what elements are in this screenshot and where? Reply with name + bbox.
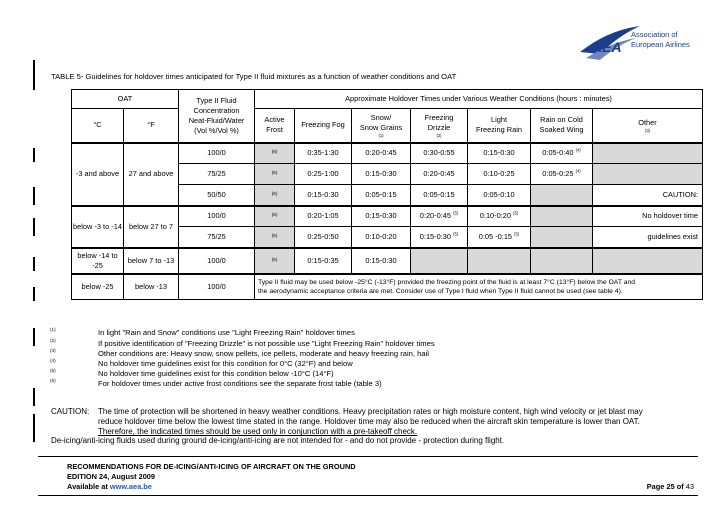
footnote-text: Other conditions are: Heavy snow, snow pellets, ice pellets, moderate and heavy freezing rain, hail bbox=[98, 349, 429, 358]
oat-fahrenheit-cell: below 7 to -13 bbox=[124, 248, 179, 274]
caution-label: CAUTION: bbox=[51, 407, 90, 416]
concentration-cell: 100/0 bbox=[179, 206, 255, 227]
footnote-text: If positive identification of "Freezing Drizzle" is not possible use "Light Freezing Rain" holdover times bbox=[98, 339, 435, 348]
footnote-text: No holdover time guidelines exist for this condition below -10°C (14°F) bbox=[98, 369, 334, 378]
frost-cell: (6) bbox=[255, 164, 295, 185]
logo-letters: AEA bbox=[592, 39, 622, 55]
approx-times-header: Approximate Holdover Times under Various Weather Conditions (hours : minutes) bbox=[255, 90, 703, 109]
other-cell bbox=[593, 248, 703, 274]
frost-cell: (6) bbox=[255, 185, 295, 206]
holdover-table bbox=[71, 89, 703, 300]
footnote-mark: (2) bbox=[50, 338, 56, 343]
footer-title: RECOMMENDATIONS FOR DE-ICING/ANTI-ICING OF AIRCRAFT ON THE GROUND bbox=[67, 462, 356, 471]
cold-soaked-cell bbox=[531, 227, 593, 248]
oat-fahrenheit-cell: 27 and above bbox=[124, 143, 179, 206]
rain-cold-soaked-header: Rain on Cold Soaked Wing bbox=[531, 109, 593, 143]
below-25-note: Type II fluid may be used below -25°C (-13°F) provided the freezing point of the fluid is at least 7°C (13°F) below the OAT and the aerodynamic acceptance criteria are met. Consider use of Type I fluid when Type II fluid cannot be used (see table 4). bbox=[255, 274, 703, 300]
other-cell bbox=[593, 164, 703, 185]
time-cell: 0:15-0:30 bbox=[468, 143, 531, 164]
freezing-fog-header: Freezing Fog bbox=[295, 109, 352, 143]
change-bar bbox=[33, 328, 35, 346]
concentration-cell: 75/25 bbox=[179, 164, 255, 185]
drizzle-cell bbox=[411, 248, 468, 274]
fluid-concentration-header: Type II Fluid Concentration Neat-Fluid/Water (Vol %/Vol %) bbox=[179, 90, 255, 143]
footnote-text: For holdover times under active frost conditions see the separate frost table (table 3) bbox=[98, 379, 382, 388]
light-rain-cell bbox=[468, 248, 531, 274]
change-bar bbox=[33, 287, 35, 301]
concentration-cell: 50/50 bbox=[179, 185, 255, 206]
time-cell: 0:15-0:35 bbox=[295, 248, 352, 274]
celsius-header: °C bbox=[72, 109, 124, 143]
caution-line: reduce holdover time below the lowest time stated in the range. Holdover time may also be reduced when the aircraft skin temperature is lower than OAT. bbox=[98, 417, 640, 427]
cold-soaked-cell bbox=[531, 248, 593, 274]
time-cell: 0:05-0:40 $^{(4)}$ bbox=[531, 143, 593, 164]
change-bar bbox=[33, 414, 35, 442]
light-freezing-rain-header: Light Freezing Rain bbox=[468, 109, 531, 143]
deicing-note: De-icing/anti-icing fluids used during ground de-icing/anti-icing are not intended for - and do not provide - protection during flight. bbox=[51, 436, 505, 445]
time-cell: 0:20-0:45 $^{(5)}$ bbox=[411, 206, 468, 227]
oat-fahrenheit-cell: below -13 bbox=[124, 274, 179, 300]
other-cell bbox=[593, 143, 703, 164]
oat-celsius-cell: below -25 bbox=[72, 274, 124, 300]
time-cell: 0:20-1:05 bbox=[295, 206, 352, 227]
time-cell: 0:10-0:20 $^{(5)}$ bbox=[468, 206, 531, 227]
footnote-mark: (4) bbox=[50, 358, 56, 363]
frost-cell: (6) bbox=[255, 248, 295, 274]
change-bar bbox=[33, 257, 35, 271]
oat-header: OAT bbox=[72, 90, 179, 109]
footnote-mark: (6) bbox=[50, 378, 56, 383]
change-bar bbox=[33, 218, 35, 236]
concentration-cell: 75/25 bbox=[179, 227, 255, 248]
footer-rule bbox=[38, 456, 698, 457]
other-caution-cell: CAUTION: bbox=[593, 185, 703, 206]
frost-cell: (6) bbox=[255, 227, 295, 248]
footnote-text: In light "Rain and Snow" conditions use "Light Freezing Rain" holdover times bbox=[98, 328, 355, 337]
oat-celsius-cell: below -14 to -25 bbox=[72, 248, 124, 274]
other-cell: guidelines exist bbox=[593, 227, 703, 248]
footnote-mark: (5) bbox=[50, 368, 56, 373]
time-cell: 0:15-0:30 $^{(5)}$ bbox=[411, 227, 468, 248]
change-bar bbox=[33, 60, 35, 90]
footnote-mark: (3) bbox=[50, 348, 56, 353]
time-cell: 0:35-1:30 bbox=[295, 143, 352, 164]
other-header: Other (3) bbox=[593, 109, 703, 143]
change-bar bbox=[33, 187, 35, 205]
time-cell: 0:25-0:50 bbox=[295, 227, 352, 248]
oat-fahrenheit-cell: below 27 to 7 bbox=[124, 206, 179, 248]
time-cell: 0:20-0:45 bbox=[411, 164, 468, 185]
caution-line: Therefore, the indicated times should be used only in conjunction with a pre-takeoff check. bbox=[98, 427, 418, 437]
snow-header: Snow/ Snow Grains (1) bbox=[352, 109, 411, 143]
frost-cell: (6) bbox=[255, 143, 295, 164]
time-cell: 0:25-1:00 bbox=[295, 164, 352, 185]
time-cell: 0:15-0:30 bbox=[295, 185, 352, 206]
time-cell: 0:05-0:15 bbox=[352, 185, 411, 206]
change-bar bbox=[33, 388, 35, 406]
table-title: TABLE 5- Guidelines for holdover times anticipated for Type II fluid mixtures as a function of weather conditions and OAT bbox=[51, 72, 457, 81]
oat-celsius-cell: below -3 to -14 bbox=[72, 206, 124, 248]
cold-soaked-cell bbox=[531, 206, 593, 227]
active-frost-header: Active Frost bbox=[255, 109, 295, 143]
concentration-cell: 100/0 bbox=[179, 274, 255, 300]
other-cell: No holdover time bbox=[593, 206, 703, 227]
footer-availability: Available at www.aea.be bbox=[67, 482, 152, 491]
time-cell: 0:15-0:30 bbox=[352, 164, 411, 185]
aea-link[interactable]: www.aea.be bbox=[109, 482, 152, 491]
concentration-cell: 100/0 bbox=[179, 143, 255, 164]
footnote-text: No holdover time guidelines exist for this condition for 0°C (32°F) and below bbox=[98, 359, 353, 368]
oat-celsius-cell: -3 and above bbox=[72, 143, 124, 206]
concentration-cell: 100/0 bbox=[179, 248, 255, 274]
change-bar bbox=[33, 148, 35, 162]
time-cell: 0:15-0:30 bbox=[352, 248, 411, 274]
time-cell: 0:10-0:25 bbox=[468, 164, 531, 185]
page-number: Page 25 of 43 bbox=[646, 482, 694, 491]
time-cell: 0:10-0:20 bbox=[352, 227, 411, 248]
time-cell: 0:20-0:45 bbox=[352, 143, 411, 164]
footnote-mark: (1) bbox=[50, 327, 56, 332]
frost-cell: (6) bbox=[255, 206, 295, 227]
time-cell: 0:30-0:55 bbox=[411, 143, 468, 164]
time-cell: 0:05 -0:15 $^{(5)}$ bbox=[468, 227, 531, 248]
caution-line: The time of protection will be shortened in heavy weather conditions. Heavy precipitation rates or high moisture content, high wind velocity or jet blast may bbox=[98, 407, 643, 416]
time-cell: 0:05-0:10 bbox=[468, 185, 531, 206]
cold-soaked-cell bbox=[531, 185, 593, 206]
footer-edition: EDITION 24, August 2009 bbox=[67, 472, 156, 481]
logo-caption: Association of European Airlines bbox=[631, 30, 690, 49]
time-cell: 0:05-0:15 bbox=[411, 185, 468, 206]
footer-rule bbox=[38, 495, 698, 496]
time-cell: 0:05-0:25 $^{(4)}$ bbox=[531, 164, 593, 185]
fahrenheit-header: °F bbox=[124, 109, 179, 143]
time-cell: 0:15-0:30 bbox=[352, 206, 411, 227]
drizzle-header: Freezing Drizzle (2) bbox=[411, 109, 468, 143]
